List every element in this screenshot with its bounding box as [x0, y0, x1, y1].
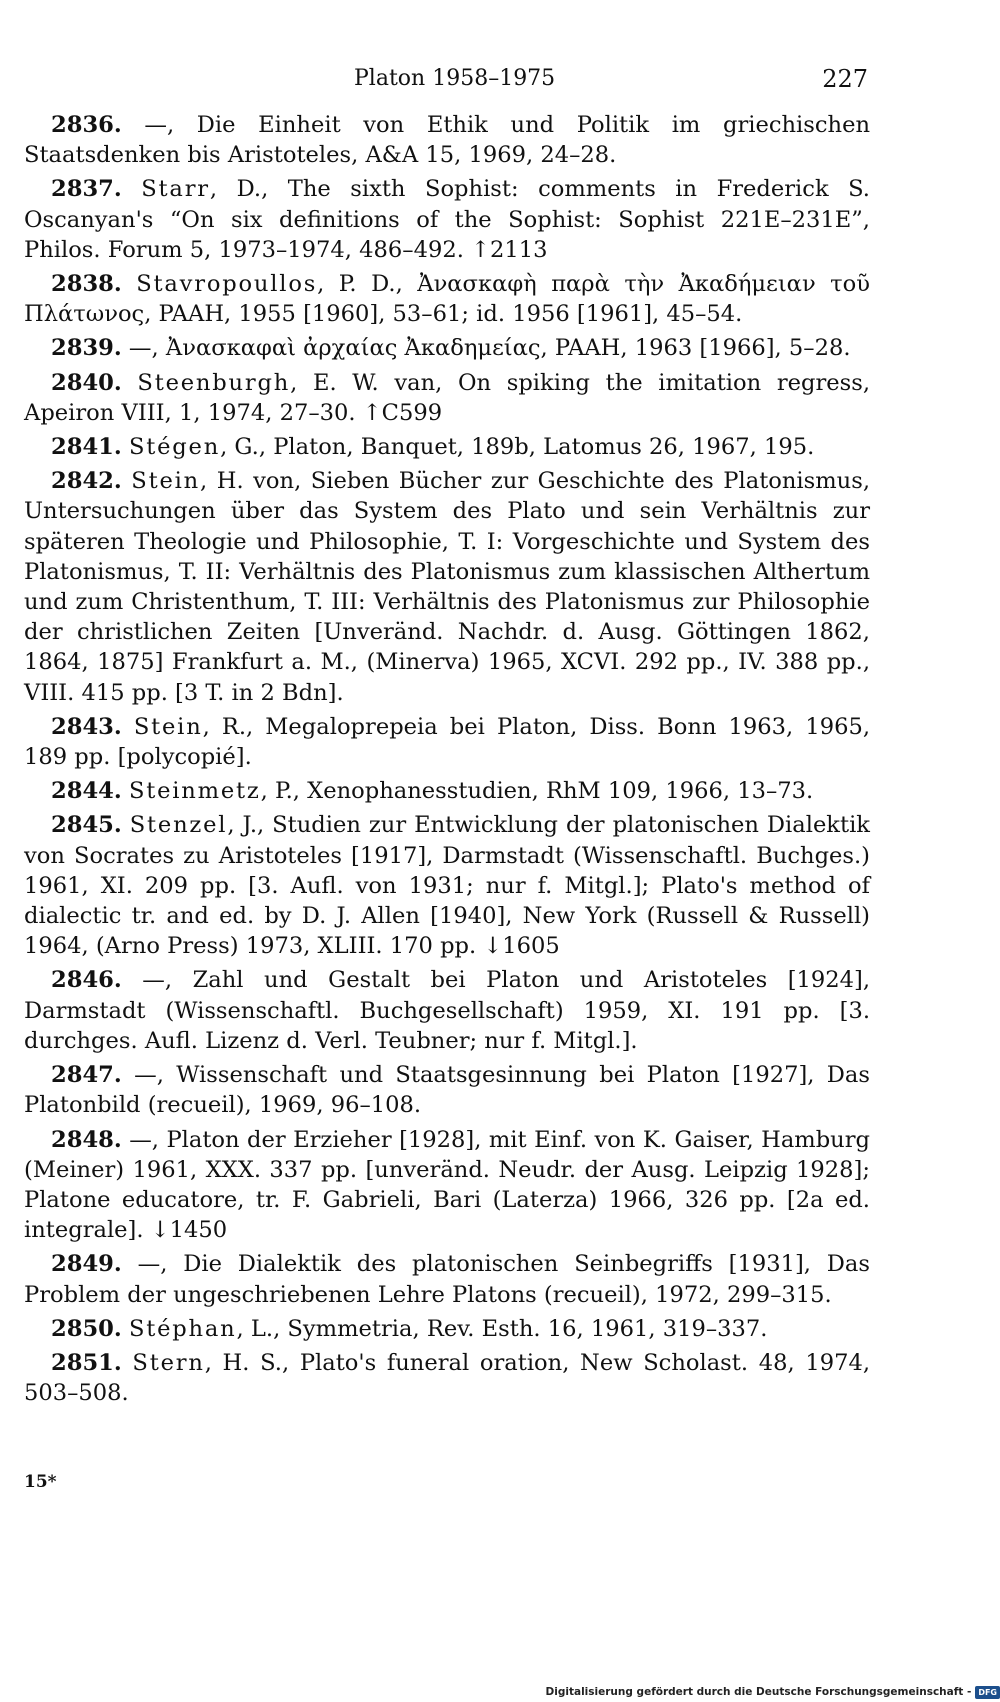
bibliography-entry: 2845. Stenzel, J., Studien zur Entwicklung der platonischen Dialektik von Socrates zu Aristoteles [1917], Darmstadt (Wissenschaftl. Buchges.) 1961, XI. 209 pp. [3. Aufl. von 1931; nur f. Mitgl.]; Plato's method of dialectic tr. and ed. by D. J. Allen [1940], New York (Russell & Russell) 1964, (Arno Press) 1973, XLIII. 170 pp. ↓1605 [24, 812, 870, 960]
entry-list [24, 110, 870, 1408]
running-header [24, 62, 870, 102]
bibliography-entry: 2838. Stavropoullos, P. D., Ἀνασκαφὴ παρὰ τὴν Ἀκαδήμειαν τοῦ Πλάτωνος, PAAH, 1955 [1960], 53–61; id. 1956 [1961], 45–54. [24, 271, 870, 328]
bibliography-entry: 2851. Stern, H. S., Plato's funeral oration, New Scholast. 48, 1974, 503–508. [24, 1349, 870, 1407]
bibliography-entry: 2840. Steenburgh, E. W. van, On spiking the imitation regress, Apeiron VIII, 1, 1974, 27–30. ↑C599 [24, 369, 871, 426]
bibliography-entry: 2842. Stein, H. von, Sieben Bücher zur Geschichte des Platonismus, Untersuchungen über das System des Plato und sein Verhältnis zur späteren Theologie und Philosophie, T. I: Vorgeschichte und System des Platonismus, T. II: Verhältnis des Platonismus zum klassischen Althertum und zum Christenthum, T. III: Verhältnis des Platonismus zur Philosophie der christlichen Zeiten [Unveränd. Nachdr. d. Ausg. Göttingen 1862, 1864, 1875] Frankfurt a. M., (Minerva) 1965, XCVI. 292 pp., IV. 388 pp., VIII. 415 pp. [3 T. in 2 Bdn]. [24, 468, 870, 706]
bibliography-page [24, 62, 870, 1412]
footer-credit: Digitalisierung gefördert durch die Deutsche Forschungsgemeinschaft - [545, 1686, 972, 1698]
bibliography-entry: 2844. Steinmetz, P., Xenophanesstudien, RhM 109, 1966, 13–73. [51, 778, 814, 805]
dfg-logo: DFG [975, 1686, 1000, 1699]
digitization-footer [546, 1682, 1000, 1702]
running-title: Platon 1958–1975 [354, 66, 556, 91]
bibliography-entry: 2836. —, Die Einheit von Ethik und Politik im griechischen Staatsdenken bis Aristoteles, A&A 15, 1969, 24–28. [24, 112, 870, 169]
bibliography-entry: 2839. —, Ἀνασκαφαὶ ἀρχαίας Ἀκαδημείας, PAAH, 1963 [1966], 5–28. [51, 335, 851, 362]
bibliography-entry: 2848. —, Platon der Erzieher [1928], mit Einf. von K. Gaiser, Hamburg (Meiner) 1961, XXX. 337 pp. [unveränd. Neudr. der Ausg. Leipzig 1928]; Platone educatore, tr. F. Gabrieli, Bari (Laterza) 1966, 326 pp. [2a ed. integrale]. ↓1450 [24, 1126, 870, 1244]
signature-mark: 15* [24, 1472, 57, 1492]
bibliography-entry: 2841. Stégen, G., Platon, Banquet, 189b, Latomus 26, 1967, 195. [51, 434, 815, 461]
bibliography-entry: 2843. Stein, R., Megaloprepeia bei Platon, Diss. Bonn 1963, 1965, 189 pp. [polycopié]. [24, 713, 870, 771]
bibliography-entry: 2849. —, Die Dialektik des platonischen Seinbegriffs [1931], Das Problem der ungeschriebenen Lehre Platons (recueil), 1972, 299–315. [24, 1251, 870, 1308]
bibliography-entry: 2847. —, Wissenschaft und Staatsgesinnung bei Platon [1927], Das Platonbild (recueil), 1969, 96–108. [24, 1062, 870, 1119]
page-number: 227 [822, 65, 868, 93]
bibliography-entry: 2850. Stéphan, L., Symmetria, Rev. Esth. 16, 1961, 319–337. [51, 1315, 768, 1342]
bibliography-entry: 2846. —, Zahl und Gestalt bei Platon und Aristoteles [1924], Darmstadt (Wissenschaftl. Buchgesellschaft) 1959, XI. 191 pp. [3. durchges. Aufl. Lizenz d. Verl. Teubner; nur f. Mitgl.]. [24, 967, 870, 1054]
bibliography-entry: 2837. Starr, D., The sixth Sophist: comments in Frederick S. Oscanyan's “On six definitions of the Sophist: Sophist 221E–231E”, Philos. Forum 5, 1973–1974, 486–492. ↑2113 [24, 176, 870, 263]
